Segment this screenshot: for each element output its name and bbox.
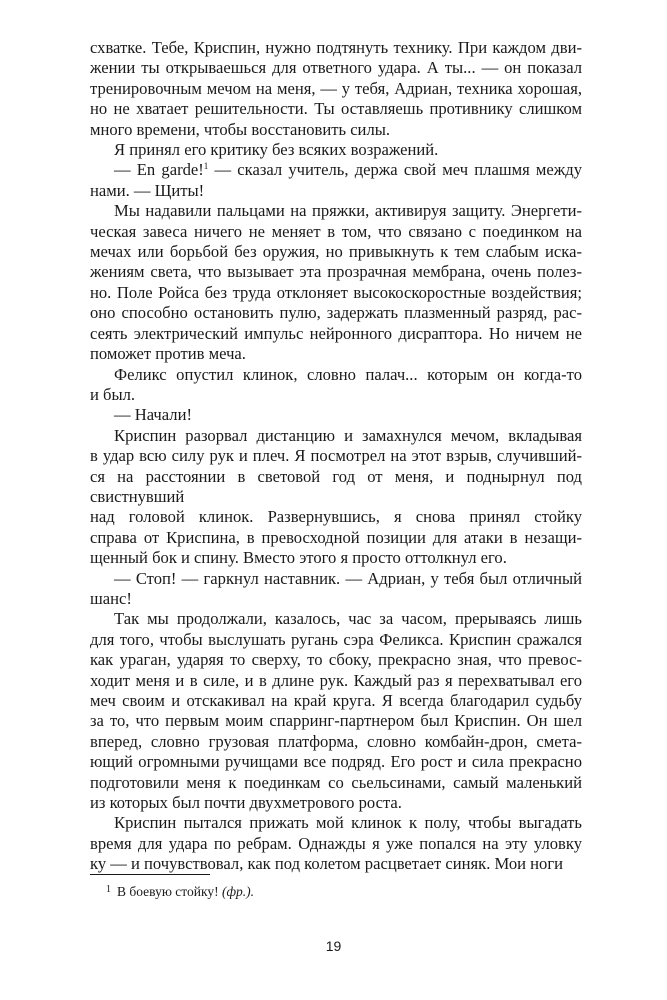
text-line: щенный бок и спину. Вместо этого я просто оттолкнул его. [90,548,507,568]
text-line: для того, чтобы выслушать ругань сэра Феликса. Криспин сражался [90,629,582,649]
text-line: мечах или борьбой без оружия, но привыкнуть к тем слабым иска- [90,242,582,262]
paragraph [90,405,582,425]
footnote-language-note: (фр.). [221,884,255,899]
text-line: в удар всю силу рук и плеч. Я посмотрел на этот взрыв, случивший- [90,446,582,466]
text-line: — En garde!$^1$ — сказал учитель, держа свой меч плашмя между [114,160,582,180]
text-line: Так мы продолжали, казалось, час за часом, прерываясь лишь [114,609,582,629]
text-line: оно способно остановить пулю, задержать плазменный разряд, рас- [90,303,582,323]
text-line: Я принял его критику без всяких возражений. [114,140,439,160]
paragraph [90,140,582,160]
text-line: — Начали! [114,405,192,425]
text-line: ку — и почувствовал, как под колетом расцветает синяк. Мои ноги [90,854,564,874]
text-line: ся на расстоянии в световой год от меня, и поднырнул под свистнувший [90,466,582,506]
text-line: из которых был почти двухметрового роста. [90,793,402,813]
text-line: справа от Криспина, в превосходной позиции для атаки в незащи- [90,527,582,547]
page-body [90,38,582,875]
text-line: подготовили меня к поединкам со сьельсинами, самый маленький [90,772,582,792]
text-line: меч своим и отскакивал на край круга. Я всегда благодарил судьбу [90,691,582,710]
text-line: время для удара по ребрам. Однажды я уже попался на эту уловку [90,833,582,853]
text-line: ческая завеса ничего не меняет в том, что связано с поединком на [90,221,582,241]
text-line: Мы надавили пальцами на пряжки, активируя защиту. Энергети- [114,201,582,221]
text-line: — Стоп! — гаркнул наставник. — Адриан, у тебя был отличный [114,568,582,588]
text-line: ходит меня и в силе, и в длине рук. Каждый раз я перехватывал его [90,670,582,690]
text-line: и был. [90,384,136,404]
text-line: шанс! [90,588,132,608]
text-line: но. Поле Ройса без труда отклоняет высокоскоростные воздействия; [90,282,582,302]
page-number: 19 [325,938,342,954]
paragraph [90,569,582,610]
paragraph [90,38,582,140]
paragraph [90,201,582,364]
paragraph [90,609,582,813]
text-line: но не хватает решительности. Ты оставляешь противнику слишком [90,99,582,119]
paragraph [90,160,582,201]
footnote-rule [90,874,210,875]
text-line: схватке. Тебе, Криспин, нужно подтянуть технику. При каждом дви- [90,38,582,57]
text-line: Криспин разорвал дистанцию и замахнулся мечом, вкладывая [114,425,582,445]
footnote-reference: 1 [203,161,209,172]
text-line: тренировочным мечом на меня, — у тебя, Адриан, техника хорошая, [90,78,582,98]
text-line: над головой клинок. Развернувшись, я снова принял стойку [90,507,582,527]
text-line: ющий огромными ручищами все подряд. Его рост и сила прекрасно [90,752,582,772]
paragraph [90,365,582,406]
text-line: за то, что первым моим спарринг-партнером был Криспин. Он шел [90,711,582,731]
text-line: как ураган, ударяя то сверху, то сбоку, прекрасно зная, что превос- [90,650,582,670]
paragraph [90,426,582,569]
text-line: нами. — Щиты! [90,180,205,200]
footnote-text: В боевую стойку! [117,884,219,899]
text-line: Криспин пытался прижать мой клинок к полу, чтобы выгадать [114,813,582,833]
footnote [106,884,254,900]
text-line: много времени, чтобы восстановить силы. [90,119,391,139]
text-line: Феликс опустил клинок, словно палач... которым он когда-то [114,364,582,384]
text-line: вперед, словно грузовая платформа, словно комбайн-дрон, смета- [90,731,582,751]
footnote-marker: 1 [106,884,111,895]
text-line: жении ты открываешься для ответного удара. А ты... — он показал [90,58,582,78]
paragraph [90,813,582,874]
text-line: сеять электрический импульс нейронного дисраптора. Но ничем не [90,323,582,343]
text-line: жениям света, что вызывает эта прозрачная мембрана, очень полез- [90,262,582,282]
text-line: поможет против меча. [90,344,246,364]
